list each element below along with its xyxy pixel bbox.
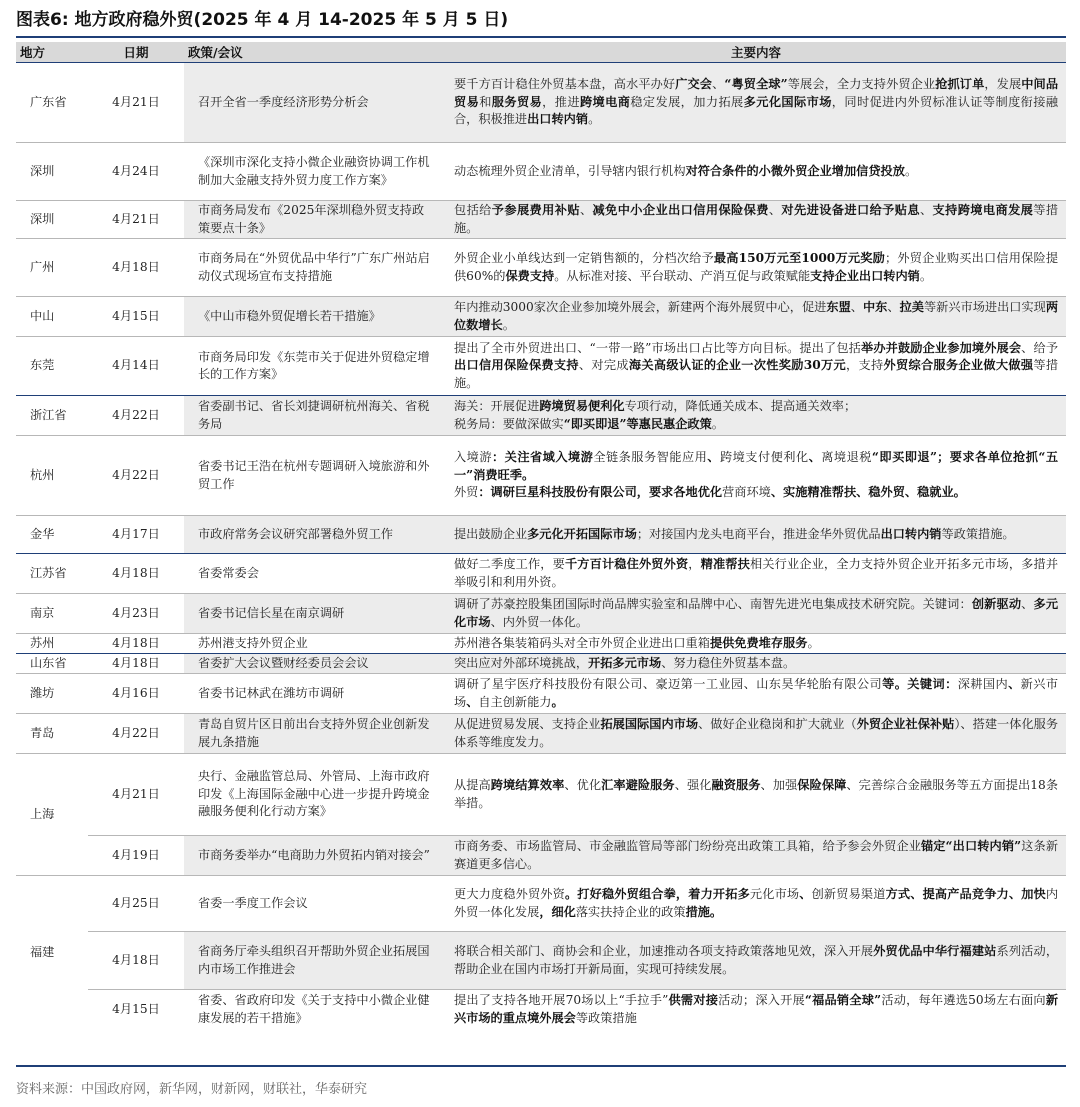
- table-row: [16, 714, 1066, 754]
- policy-cell: 省委扩大会议暨财经委员会会议: [184, 654, 446, 674]
- highlight-text: 锚定“出口转内销”: [920, 839, 1022, 853]
- highlight-text: 外贸综合服务企业做大做强: [883, 358, 1034, 373]
- highlight-text: 千方百计稳住外贸外资: [564, 557, 689, 571]
- table-row: [16, 990, 1066, 1030]
- policy-cell: 央行、金融监管总局、外管局、上海市政府印发《上海国际金融中心进一步提升跨境金融服务便利化行动方案》: [184, 754, 446, 836]
- highlight-text: 服务贸易: [491, 94, 543, 109]
- highlight-text: 方式、提高产品竞争力、加快: [885, 887, 1046, 901]
- header-policy: 政策/会议: [184, 42, 446, 63]
- bottom-rule: [16, 1065, 1066, 1067]
- place-cell: 深圳: [16, 143, 88, 201]
- table-row: [16, 337, 1066, 396]
- highlight-text: 予参展费用补贴: [491, 203, 580, 217]
- highlight-text: 跨境电商: [579, 94, 631, 109]
- content-cell: 要千方百计稳住外贸基本盘，高水平办好广交会、“粤贸全球”等展会，全力支持外贸企业抢抓订单，发展中间品贸易和服务贸易，推进跨境电商稳定发展，加力拓展多元化国际市场，同时促进内外贸标准认证等制度衔接融合，积极推进出口转内销。: [446, 63, 1066, 143]
- place-cell: 青岛: [16, 714, 88, 754]
- policy-cell: 市商务局在“外贸优品中华行”广东广州站启动仪式现场宣布支持措施: [184, 239, 446, 297]
- highlight-text: 。打好稳外贸组合拳，着力开拓多: [564, 887, 750, 901]
- date-cell: 4月21日: [112, 94, 160, 109]
- content-cell: 海关：开展促进跨境贸易便利化专项行动，降低通关成本、提高通关效率； 税务局：要做深做实“即买即退”等惠民惠企政策。: [446, 396, 1066, 436]
- place-cell: 南京: [16, 594, 88, 634]
- content-cell: 包括给予参展费用补贴、减免中小企业出口信用保险保费、对先进设备进口给予贴息、支持跨境电商发展等措施。: [446, 201, 1066, 239]
- highlight-text: 外贸优品中华行福建站: [873, 944, 997, 958]
- highlight-text: 两位数增长: [454, 300, 1059, 332]
- highlight-text: 拉美: [899, 300, 924, 314]
- highlight-text: 保费支持: [505, 268, 555, 283]
- content-cell: 调研了苏豪控股集团国际时尚品牌实验室和品牌中心、南智先进光电集成技术研究院。关键词：创新驱动、多元化市场、内外贸一体化。: [446, 594, 1066, 634]
- table-row: [16, 554, 1066, 594]
- header-place: 地方: [16, 42, 88, 63]
- highlight-text: 广交会: [675, 77, 713, 92]
- policy-cell: 省委常委会: [184, 554, 446, 594]
- content-cell: 入境游：关注省域入境游全链条服务智能应用、跨境支付便利化、离境退税“即买即退”；要求各单位抢抓“五一”消费旺季。 外贸：调研巨星科技股份有限公司，要求各地优化营商环境、实施精准帮扶、稳外贸、稳就业。: [446, 436, 1066, 516]
- highlight-text: 支持企业出口转内销: [810, 268, 920, 283]
- place-cell: 广东省: [30, 94, 67, 109]
- highlight-text: 多元化国际市场: [743, 94, 832, 109]
- table-row: [16, 239, 1066, 297]
- highlight-text: “粤贸全球”: [724, 77, 788, 92]
- date-cell: 4月14日: [88, 337, 184, 396]
- date-cell: 4月15日: [88, 990, 184, 1030]
- content-cell: 提出鼓励企业多元化开拓国际市场；对接国内龙头电商平台，推进金华外贸优品出口转内销等政策措施。: [446, 516, 1066, 554]
- content-cell: 提出了全市外贸进出口、“一带一路”市场出口占比等方向目标。提出了包括举办并鼓励企业参加境外展会、给予出口信用保险保费支持、对完成海关高级认证的企业一次性奖励30万元，支持外贸综合服务企业做大做强等措施。: [446, 337, 1066, 396]
- place-cell: 浙江省: [16, 396, 88, 436]
- header-date: 日期: [88, 42, 184, 63]
- policy-cell: 青岛自贸片区日前出台支持外贸企业创新发展九条措施: [184, 714, 446, 754]
- policy-cell: 市商务局印发《东莞市关于促进外贸稳定增长的工作方案》: [184, 337, 446, 396]
- date-cell: 4月25日: [88, 876, 184, 932]
- highlight-text: 东盟: [826, 300, 851, 314]
- table-row: [16, 436, 1066, 516]
- content-cell: 做好二季度工作，要千方百计稳住外贸外资，精准帮扶相关行业企业，全力支持外贸企业开拓多元市场，多措并举吸引和利用外资。: [446, 554, 1066, 594]
- policy-cell: 召开全省一季度经济形势分析会: [184, 63, 446, 143]
- table-row: [16, 516, 1066, 554]
- highlight-text: 中间品贸易: [454, 77, 1059, 109]
- table-row: [16, 201, 1066, 239]
- highlight-text: ：调研巨星科技股份有限公司，要求各地优化: [478, 485, 723, 500]
- place-cell: 山东省: [16, 654, 88, 674]
- table-row: [16, 876, 1066, 932]
- highlight-text: 对符合条件的小微外贸企业增加信贷投放: [685, 163, 905, 178]
- highlight-text: 。: [551, 694, 564, 709]
- policy-cell: 苏州港支持外贸企业: [184, 634, 446, 654]
- place-cell: 金华: [16, 516, 88, 554]
- highlight-text: 减免中小企业出口信用保险保费: [592, 203, 769, 217]
- highlight-text: 供需对接: [668, 993, 719, 1008]
- content-cell: 更大力度稳外贸外资。打好稳外贸组合拳，着力开拓多元化市场、创新贸易渠道方式、提高产品竞争力、加快内外贸一体化发展，细化落实扶持企业的政策措施。: [446, 876, 1066, 932]
- policy-cell: 省委书记信长星在南京调研: [184, 594, 446, 634]
- highlight-text: 等。关键词：: [882, 677, 958, 691]
- table-row: [16, 297, 1066, 337]
- policy-cell: 省委、省政府印发《关于支持中小微企业健康发展的若干措施》: [184, 990, 446, 1030]
- place-cell: 江苏省: [16, 554, 88, 594]
- place-cell: 苏州: [16, 634, 88, 654]
- content-cell: 从提高跨境结算效率、优化汇率避险服务、强化融资服务、加强保险保障、完善综合金融服务等五方面提出18条举措。: [446, 754, 1066, 836]
- highlight-text: 提供免费堆存服务: [709, 635, 808, 650]
- highlight-text: 对先进设备进口给予贴息: [781, 203, 920, 217]
- date-cell: 4月23日: [88, 594, 184, 634]
- highlight-text: 多元化开拓国际市场: [527, 526, 637, 541]
- content-cell: 苏州港各集装箱码头对全市外贸企业进出口重箱提供免费堆存服务。: [446, 634, 1066, 654]
- content-cell: 调研了星宇医疗科技股份有限公司、豪迈第一工业园、山东昊华轮胎有限公司等。关键词：深耕国内、新兴市场、自主创新能力。: [446, 674, 1066, 714]
- highlight-text: 抢抓订单: [935, 77, 985, 92]
- table-row: [16, 63, 1066, 143]
- date-cell: 4月24日: [88, 143, 184, 201]
- highlight-text: “福品销全球”: [804, 993, 882, 1008]
- place-cell: 东莞: [16, 337, 88, 396]
- highlight-text: 融资服务: [711, 778, 761, 792]
- policy-table: [16, 42, 1066, 1030]
- highlight-text: 支持跨境电商发展: [932, 203, 1034, 217]
- date-cell: 4月15日: [88, 297, 184, 337]
- highlight-text: 保险保障: [797, 778, 847, 792]
- content-cell: 市商务委、市场监管局、市金融监管局等部门纷纷亮出政策工具箱，给予参会外贸企业锚定“出口转内销”这条新赛道更多信心。: [446, 836, 1066, 876]
- policy-cell: 市政府常务会议研究部署稳外贸工作: [184, 516, 446, 554]
- date-cell: 4月18日: [88, 654, 184, 674]
- highlight-text: 、实施精准帮扶、稳外贸、稳就业。: [770, 485, 966, 500]
- highlight-text: 措施。: [685, 904, 723, 919]
- place-cell: 杭州: [16, 436, 88, 516]
- highlight-text: 出口转内销: [527, 112, 589, 127]
- place-cell: 中山: [16, 297, 88, 337]
- highlight-text: ：关注省域入境游: [492, 450, 594, 465]
- table-row: [16, 932, 1066, 990]
- policy-cell: 《中山市稳外贸促增长若干措施》: [184, 297, 446, 337]
- table-row: [16, 654, 1066, 674]
- highlight-text: 创新驱动: [971, 597, 1022, 611]
- content-cell: 将联合相关部门、商协会和企业，加速推动各项支持政策落地见效，深入开展外贸优品中华行福建站系列活动，帮助企业在国内市场打开新局面，实现可持续发展。: [446, 932, 1066, 990]
- table-row: [16, 836, 1066, 876]
- place-cell: 福建: [16, 876, 88, 1030]
- table-row: [16, 674, 1066, 714]
- policy-cell: 省委一季度工作会议: [184, 876, 446, 932]
- table-row: [16, 143, 1066, 201]
- policy-cell: 市商务委举办“电商助力外贸拓内销对接会”: [184, 836, 446, 876]
- header-content: 主要内容: [446, 42, 1066, 63]
- highlight-text: 跨境贸易便利化: [539, 399, 625, 413]
- highlight-text: 、: [808, 450, 822, 465]
- content-cell: 突出应对外部环境挑战，开拓多元市场、努力稳住外贸基本盘。: [446, 654, 1066, 674]
- date-cell: 4月18日: [88, 239, 184, 297]
- highlight-text: 新兴市场的重点境外展会: [454, 993, 1058, 1025]
- policy-cell: 省委书记林武在潍坊市调研: [184, 674, 446, 714]
- highlight-text: “即买即退”等惠民惠企政策: [563, 416, 712, 431]
- highlight-text: 中东: [862, 300, 888, 314]
- table-row: [16, 396, 1066, 436]
- highlight-text: 汇率避险服务: [601, 778, 675, 792]
- date-cell: 4月18日: [88, 634, 184, 654]
- date-cell: 4月17日: [88, 516, 184, 554]
- highlight-text: 精准帮扶: [700, 557, 750, 571]
- date-cell: 4月21日: [88, 754, 184, 836]
- title-rule: [16, 36, 1066, 38]
- highlight-text: 、: [799, 887, 812, 901]
- highlight-text: 、: [707, 450, 720, 465]
- content-cell: 从促进贸易发展、支持企业拓展国际国内市场、做好企业稳岗和扩大就业（外贸企业社保补贴）、搭建一体化服务体系等维度发力。: [446, 714, 1066, 754]
- date-cell: 4月22日: [88, 396, 184, 436]
- header-row: [16, 42, 1066, 63]
- highlight-text: 跨境结算效率: [490, 778, 565, 792]
- date-cell: 4月22日: [88, 714, 184, 754]
- date-cell: 4月22日: [88, 436, 184, 516]
- highlight-text: “即买即退”；要求各单位抢抓“五一”消费旺季。: [454, 450, 1059, 482]
- place-cell: 深圳: [16, 201, 88, 239]
- highlight-text: 最高150万元至1000万元奖励: [713, 251, 885, 265]
- highlight-text: 出口信用保险保费支持: [454, 358, 579, 373]
- highlight-text: 海关高级认证的企业一次性奖励30万元: [628, 358, 846, 373]
- highlight-text: 拓展国际国内市场: [600, 717, 699, 731]
- policy-cell: 市商务局发布《2025年深圳稳外贸支持政策要点十条》: [184, 201, 446, 239]
- table-row: [16, 754, 1066, 836]
- highlight-text: 多元化市场: [454, 597, 1059, 629]
- highlight-text: 、: [1008, 677, 1021, 691]
- content-cell: 动态梳理外贸企业清单，引导辖内银行机构对符合条件的小微外贸企业增加信贷投放。: [446, 143, 1066, 201]
- content-cell: 提出了支持各地开展70场以上“手拉手”供需对接活动；深入开展“福品销全球”活动，每年遴选50场左右面向新兴市场的重点境外展会等政策措施: [446, 990, 1066, 1030]
- date-cell: 4月19日: [88, 836, 184, 876]
- place-cell: 上海: [16, 754, 88, 876]
- table-row: [16, 634, 1066, 654]
- place-cell: 潍坊: [16, 674, 88, 714]
- policy-cell: 省商务厅牵头组织召开帮助外贸企业拓展国内市场工作推进会: [184, 932, 446, 990]
- highlight-text: 举办并鼓励企业参加境外展会: [861, 340, 1022, 355]
- date-cell: 4月16日: [88, 674, 184, 714]
- policy-cell: 《深圳市深化支持小微企业融资协调工作机制加大金融支持外贸力度工作方案》: [184, 143, 446, 201]
- source-note: 资料来源：中国政府网，新华网，财新网，财联社，华泰研究: [16, 1082, 368, 1097]
- date-cell: 4月18日: [88, 554, 184, 594]
- highlight-text: 、: [466, 694, 479, 709]
- date-cell: 4月18日: [88, 932, 184, 990]
- highlight-text: 开拓多元市场: [588, 655, 662, 670]
- content-cell: 外贸企业小单线达到一定销售额的，分档次给予最高150万元至1000万元奖励；外贸企业购买出口信用保险提供60%的保费支持。从标准对接、平台联动、产消互促与政策赋能支持企业出口转内销。: [446, 239, 1066, 297]
- highlight-text: 出口转内销: [880, 526, 942, 541]
- highlight-text: ，细化: [539, 904, 576, 919]
- content-cell: 年内推动3000家次企业参加境外展会，新建两个海外展贸中心，促进东盟、中东、拉美等新兴市场进出口实现两位数增长。: [446, 297, 1066, 337]
- highlight-text: 外贸企业社保补贴: [856, 717, 955, 731]
- date-cell: 4月21日: [88, 201, 184, 239]
- policy-cell: 省委副书记、省长刘捷调研杭州海关、省税务局: [184, 396, 446, 436]
- table-row: [16, 594, 1066, 634]
- place-cell: 广州: [16, 239, 88, 297]
- policy-cell: 省委书记王浩在杭州专题调研入境旅游和外贸工作: [184, 436, 446, 516]
- figure-title: 图表6: 地方政府稳外贸(2025 年 4 月 14-2025 年 5 月 5 日): [16, 10, 509, 30]
